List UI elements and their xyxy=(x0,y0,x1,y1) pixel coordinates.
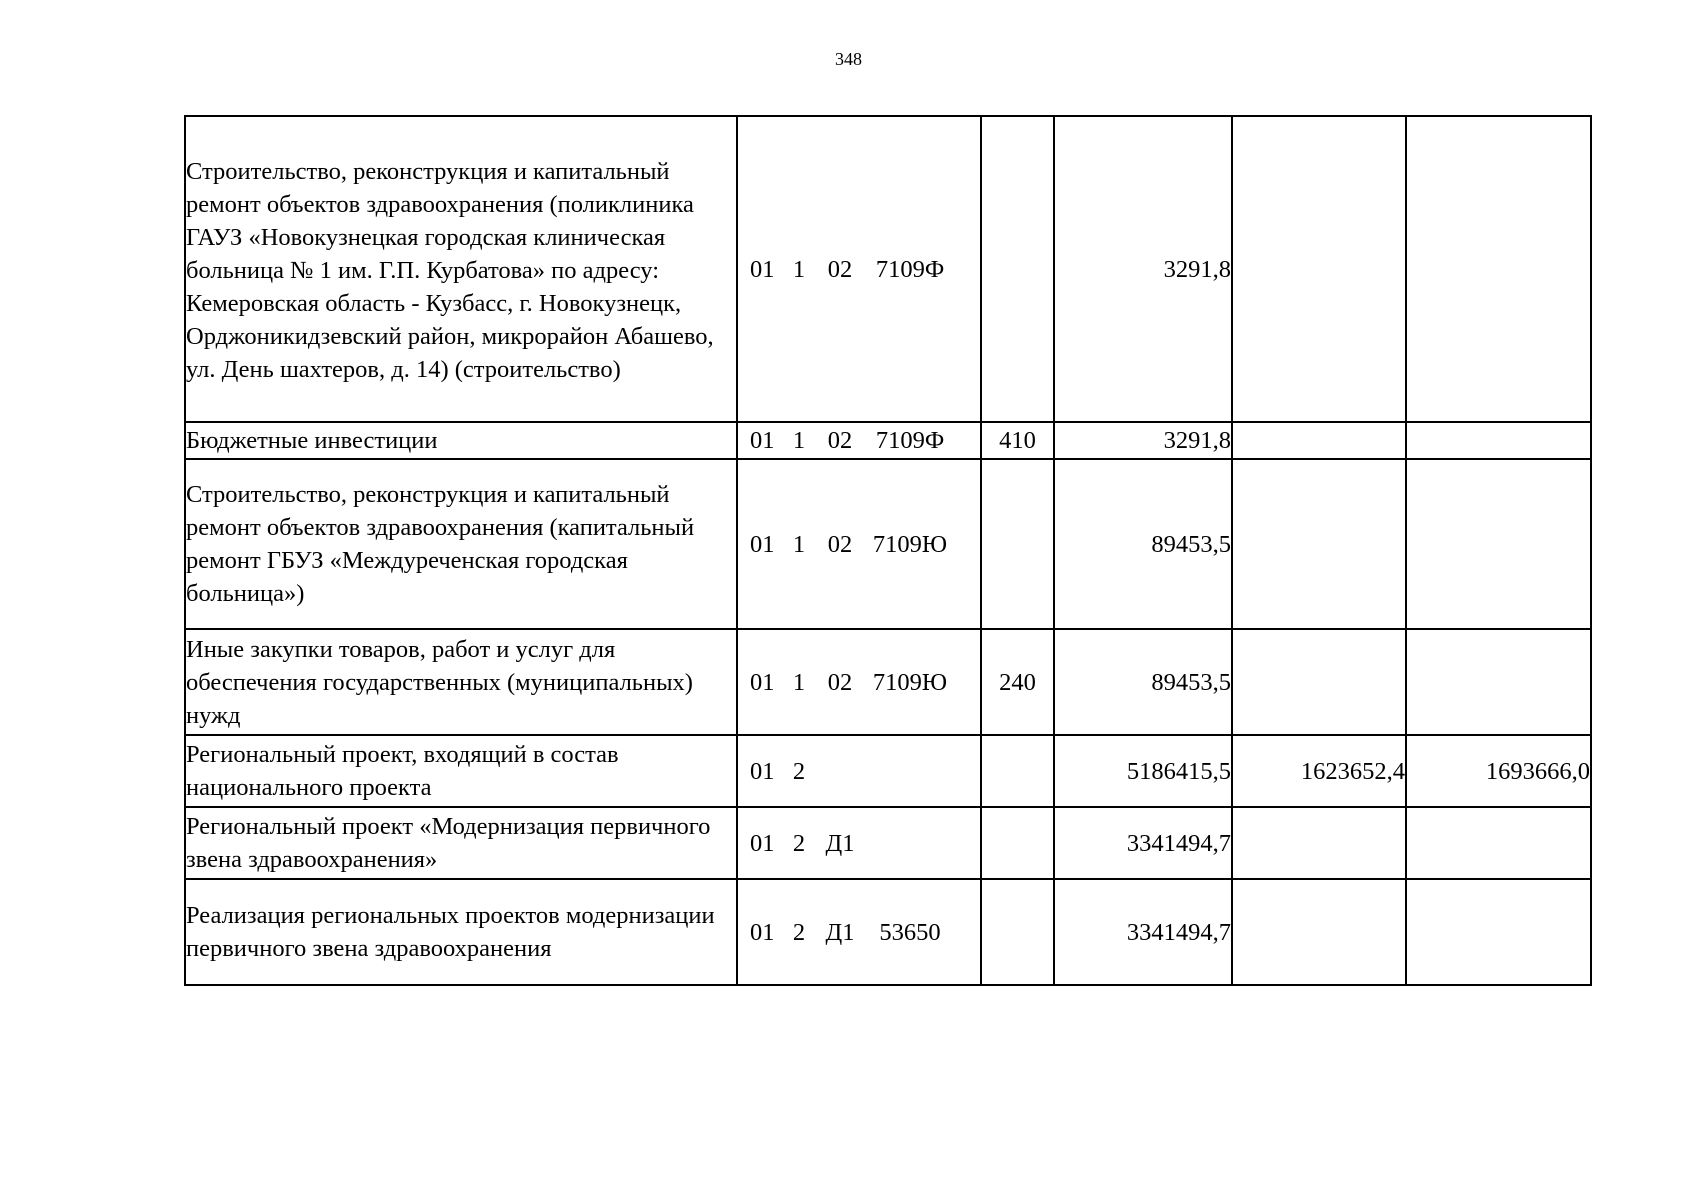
amount-year2 xyxy=(1232,629,1406,735)
amount-year3: 1693666,0 xyxy=(1406,735,1591,807)
amount-year2 xyxy=(1232,116,1406,422)
program-code: 01 xyxy=(750,918,775,946)
expense-type xyxy=(981,879,1054,985)
amount-year1: 3291,8 xyxy=(1054,116,1232,422)
program-code: 01 xyxy=(750,530,775,558)
direction-code: 7109Ф xyxy=(875,427,945,454)
classification-code xyxy=(737,879,981,985)
amount-year1: 89453,5 xyxy=(1054,459,1232,629)
amount-year3 xyxy=(1406,116,1591,422)
amount-year3 xyxy=(1406,422,1591,459)
main-event-code: 02 xyxy=(827,668,853,696)
table-row xyxy=(185,629,1591,735)
direction-code: 7109Ю xyxy=(872,668,948,696)
table-row xyxy=(185,422,1591,459)
main-event-code: Д1 xyxy=(825,829,855,857)
main-event-code: 02 xyxy=(827,427,853,454)
amount-year2: 1623652,4 xyxy=(1232,735,1406,807)
classification-code xyxy=(737,116,981,422)
direction-code: 7109Ю xyxy=(872,530,948,558)
direction-code: 7109Ф xyxy=(875,255,945,283)
budget-table xyxy=(184,115,1592,986)
classification-code xyxy=(737,422,981,459)
subprogram-code: 1 xyxy=(792,668,806,696)
program-code: 01 xyxy=(750,427,775,454)
row-name: Региональный проект «Модернизация первичного звена здравоохранения» xyxy=(185,807,737,879)
program-code: 01 xyxy=(750,255,775,283)
program-code: 01 xyxy=(750,668,775,696)
amount-year1: 3291,8 xyxy=(1054,422,1232,459)
amount-year2 xyxy=(1232,807,1406,879)
amount-year1: 3341494,7 xyxy=(1054,879,1232,985)
program-code: 01 xyxy=(750,757,775,785)
subprogram-code: 2 xyxy=(792,757,806,785)
subprogram-code: 2 xyxy=(792,829,806,857)
main-event-code: Д1 xyxy=(825,918,855,946)
row-name: Строительство, реконструкция и капитальный ремонт объектов здравоохранения (капитальный ремонт ГБУЗ «Междуреченская городская больница») xyxy=(185,459,737,629)
amount-year3 xyxy=(1406,879,1591,985)
amount-year3 xyxy=(1406,459,1591,629)
main-event-code: 02 xyxy=(827,530,853,558)
subprogram-code: 2 xyxy=(792,918,806,946)
subprogram-code: 1 xyxy=(792,427,806,454)
expense-type xyxy=(981,735,1054,807)
amount-year2 xyxy=(1232,879,1406,985)
row-name: Бюджетные инвестиции xyxy=(185,422,737,459)
classification-code xyxy=(737,629,981,735)
expense-type: 410 xyxy=(981,422,1054,459)
amount-year1: 5186415,5 xyxy=(1054,735,1232,807)
row-name: Строительство, реконструкция и капитальный ремонт объектов здравоохранения (поликлиника ГАУЗ «Новокузнецкая городская клиническая больница № 1 им. Г.П. Курбатова» по адресу: Кемеровская область - Кузбасс, г. Новокузнецк, Орджоникидзевский район, микрорайон Абашево, ул. День шахтеров, д. 14) (строительство) xyxy=(185,116,737,422)
row-name: Иные закупки товаров, работ и услуг для обеспечения государственных (муниципальных) нужд xyxy=(185,629,737,735)
subprogram-code: 1 xyxy=(792,530,806,558)
row-name: Региональный проект, входящий в состав национального проекта xyxy=(185,735,737,807)
amount-year2 xyxy=(1232,422,1406,459)
amount-year1: 3341494,7 xyxy=(1054,807,1232,879)
expense-type xyxy=(981,807,1054,879)
classification-code xyxy=(737,807,981,879)
table-row xyxy=(185,807,1591,879)
classification-code xyxy=(737,459,981,629)
expense-type xyxy=(981,459,1054,629)
table-row xyxy=(185,459,1591,629)
main-event-code: 02 xyxy=(827,255,853,283)
table-row xyxy=(185,116,1591,422)
classification-code xyxy=(737,735,981,807)
amount-year3 xyxy=(1406,807,1591,879)
amount-year3 xyxy=(1406,629,1591,735)
direction-code: 53650 xyxy=(879,918,941,946)
expense-type xyxy=(981,116,1054,422)
table-row xyxy=(185,879,1591,985)
row-name: Реализация региональных проектов модернизации первичного звена здравоохранения xyxy=(185,879,737,985)
expense-type: 240 xyxy=(981,629,1054,735)
amount-year1: 89453,5 xyxy=(1054,629,1232,735)
amount-year2 xyxy=(1232,459,1406,629)
subprogram-code: 1 xyxy=(792,255,806,283)
program-code: 01 xyxy=(750,829,775,857)
table-row xyxy=(185,735,1591,807)
page-number: 348 xyxy=(835,49,862,69)
